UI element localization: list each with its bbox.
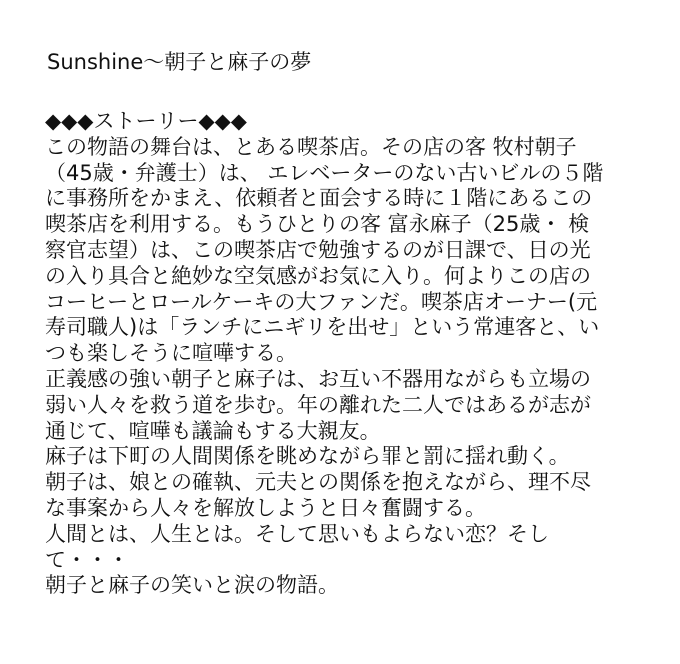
document-title: Sunshine〜朝子と麻子の夢	[47, 50, 312, 74]
text-line: 朝子と麻子の笑いと涙の物語。	[45, 573, 339, 598]
text-line: 察官志望）は、この喫茶店で勉強するのが日課で、日の光	[45, 237, 591, 262]
text-line: この物語の舞台は、とある喫茶店。その店の客 牧村朝子	[45, 134, 577, 159]
text-line: 朝子は、娘との確執、元夫との関係を抱えながら、理不尽	[45, 470, 591, 495]
text-line: つも楽しそうに喧嘩する。	[45, 341, 297, 366]
text-line: の入り具合と絶妙な空気感がお気に入り。何よりこの店の	[45, 263, 591, 288]
text-line: 寿司職人)は「ランチにニギリを出せ」という常連客と、い	[45, 315, 600, 340]
text-line: な事案から人々を解放しようと日々奮闘する。	[45, 495, 486, 520]
story-text	[45, 109, 665, 599]
text-line: 麻子は下町の人間関係を眺めながら罪と罰に揺れ動く。	[45, 444, 570, 469]
text-line: コーヒーとロールケーキの大ファンだ。喫茶店オーナー(元	[45, 289, 598, 314]
text-line: 正義感の強い朝子と麻子は、お互い不器用ながらも立場の	[45, 366, 591, 391]
text-line: （45歳・弁護士）は、 エレベーターのない古いビルの５階	[45, 160, 604, 185]
section-heading: ◆◆◆ストーリー◆◆◆	[45, 109, 247, 133]
text-line: 人間とは、人生とは。そして思いもよらない恋？そし	[45, 521, 549, 546]
text-line: 弱い人々を救う道を歩む。年の離れた二人ではあるが志が	[45, 392, 591, 417]
text-line: て・・・	[45, 547, 129, 572]
text-line: 喫茶店を利用する。もうひとりの客 富永麻子（25歳・ 検	[45, 212, 590, 237]
text-line: に事務所をかまえ、依頼者と面会する時に１階にあるこの	[45, 186, 593, 211]
text-line: 通じて、喧嘩も議論もする大親友。	[45, 418, 381, 443]
